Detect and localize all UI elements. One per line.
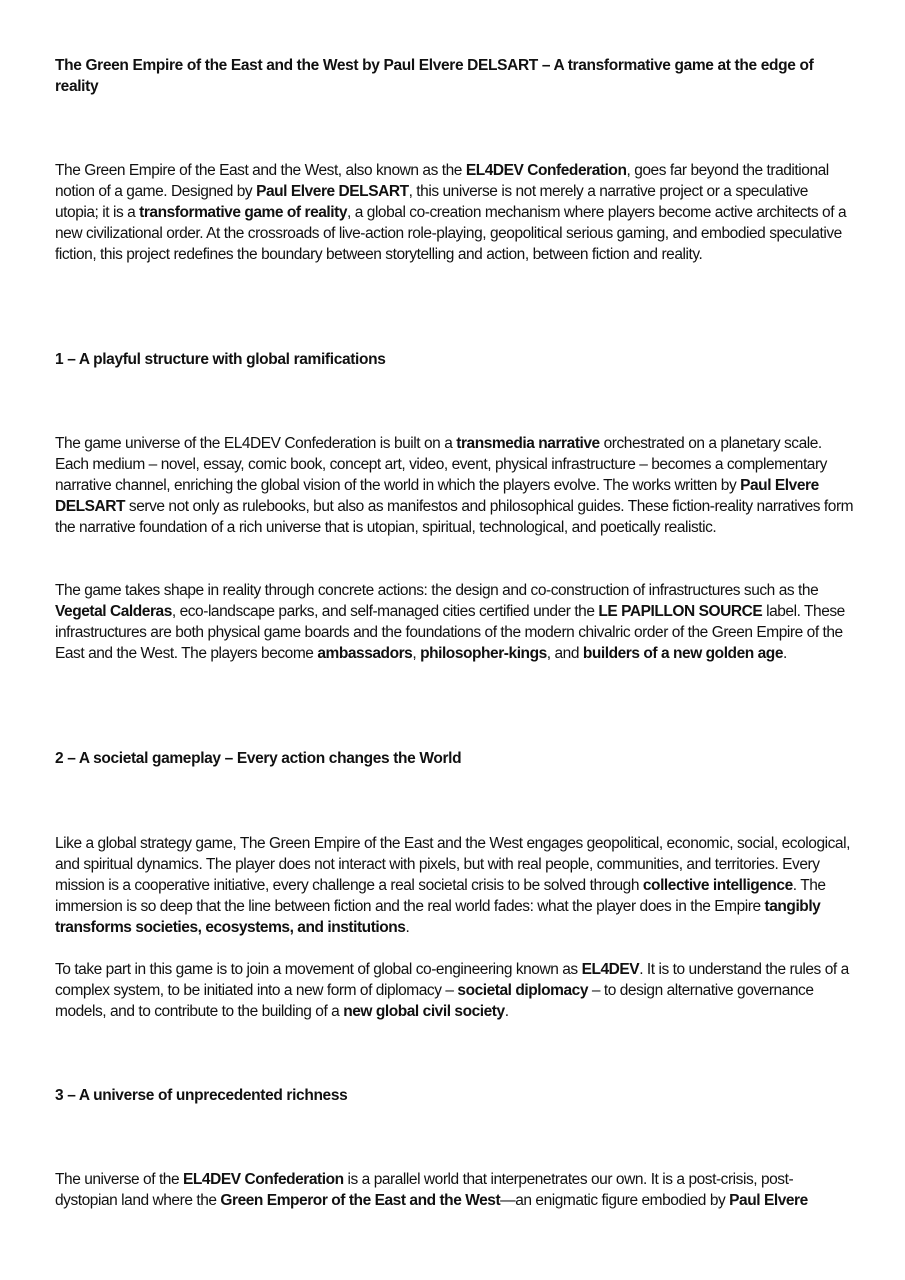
- text-run: label. These infrastructures are both physical game boards and the foundations of the modern chivalric order of the Green Empire of the East and the West. The players become: [55, 603, 845, 662]
- text-run: , this universe is not merely a narrative project or a speculative utopia; it is a: [55, 183, 808, 221]
- text-run: —an enigmatic figure embodied by: [500, 1192, 730, 1209]
- text-run: , goes far beyond the traditional notion of a game. Designed by: [55, 162, 829, 200]
- text-run: .: [782, 645, 787, 662]
- text-run: . The immersion is so deep that the line between fiction and the real world fades: what the player does in the Empire: [55, 877, 826, 915]
- bold-text-run: EL4DEV Confederation: [465, 162, 627, 179]
- bold-text-run: Paul Elvere: [729, 1192, 808, 1209]
- text-run: Like a global strategy game, The Green Empire of the East and the West engages geopolitical, economic, social, ecological, and spiritual dynamics. The player does not interact with pixels, but with real people, communities, and territories. Every mission is a cooperative initiative, every challenge a real societal crisis to be solved through: [55, 835, 850, 894]
- text-run: To take part in this game is to join a movement of global co-engineering known as: [55, 961, 582, 978]
- text-run: .: [405, 919, 410, 936]
- text-run: .: [504, 1003, 509, 1020]
- section-2-paragraph-1: [55, 833, 855, 938]
- text-run: , a global co-creation mechanism where players become active architects of a new civilizational order. At the crossroads of live-action role-playing, geopolitical serious gaming, and embodied speculative fiction, this project redefines the boundary between storytelling and action, between fiction and reality.: [55, 204, 847, 263]
- bold-text-run: builders of a new golden age: [582, 645, 783, 662]
- text-run: The universe of the: [55, 1171, 183, 1188]
- section-heading-2: 2 – A societal gameplay – Every action changes the World: [55, 750, 462, 767]
- text-run: serve not only as rulebooks, but also as manifestos and philosophical guides. These fiction-reality narratives form the narrative foundation of a rich universe that is utopian, spiritual, technological, and poetically realistic.: [55, 498, 854, 536]
- bold-text-run: new global civil society: [343, 1003, 505, 1020]
- text-run: The game universe of the EL4DEV Confederation is built on a: [55, 435, 457, 452]
- section-heading-3: 3 – A universe of unprecedented richness: [55, 1087, 348, 1104]
- text-run: The game takes shape in reality through concrete actions: the design and co-construction of infrastructures such as the: [55, 582, 819, 599]
- text-run: orchestrated on a planetary scale. Each medium – novel, essay, comic book, concept art, video, event, physical infrastructure – becomes a complementary narrative channel, enriching the global vision of the world in which the players evolve. The works written by: [55, 435, 827, 494]
- bold-text-run: LE PAPILLON SOURCE: [598, 603, 763, 620]
- section-3-paragraph-1: [55, 1169, 855, 1211]
- bold-text-run: philosopher-kings: [420, 645, 547, 662]
- bold-text-run: ambassadors: [317, 645, 413, 662]
- text-run: , eco-landscape parks, and self-managed cities certified under the: [171, 603, 599, 620]
- bold-text-run: transformative game of reality: [139, 204, 348, 221]
- section-2-paragraph-2: [55, 959, 855, 1022]
- bold-text-run: Green Emperor of the East and the West: [220, 1192, 501, 1209]
- bold-text-run: collective intelligence: [642, 877, 793, 894]
- bold-text-run: transmedia narrative: [456, 435, 600, 452]
- bold-text-run: EL4DEV Confederation: [183, 1171, 344, 1188]
- document-title: The Green Empire of the East and the West by Paul Elvere DELSART – A transformative game at the edge of reality: [55, 57, 814, 95]
- bold-text-run: tangibly transforms societies, ecosystems, and institutions: [55, 898, 821, 936]
- text-run: – to design alternative governance models, and to contribute to the building of a: [55, 982, 814, 1020]
- text-run: . It is to understand the rules of a complex system, to be initiated into a new form of diplomacy –: [55, 961, 849, 999]
- text-run: The Green Empire of the East and the West, also known as the: [55, 162, 466, 179]
- section-1-paragraph-2: [55, 580, 855, 664]
- bold-text-run: Vegetal Calderas: [55, 603, 172, 620]
- section-1-paragraph-1: [55, 433, 855, 538]
- section-heading-1: 1 – A playful structure with global ramifications: [55, 351, 386, 368]
- bold-text-run: Paul Elvere DELSART: [55, 477, 819, 515]
- text-run: , and: [546, 645, 583, 662]
- text-run: ,: [412, 645, 421, 662]
- bold-text-run: EL4DEV: [581, 961, 640, 978]
- intro-paragraph: [55, 160, 855, 265]
- bold-text-run: societal diplomacy: [457, 982, 588, 999]
- bold-text-run: Paul Elvere DELSART: [256, 183, 409, 200]
- text-run: is a parallel world that interpenetrates our own. It is a post-crisis, post-dystopian land where the: [55, 1171, 794, 1209]
